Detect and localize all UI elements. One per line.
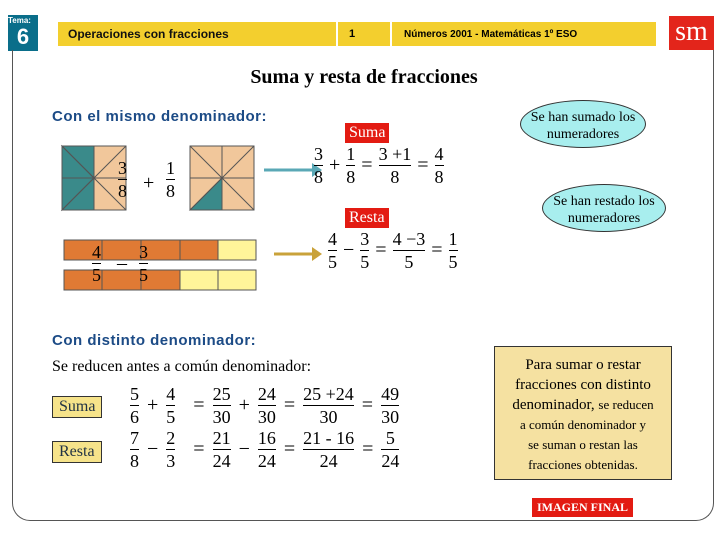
denominator: 8 xyxy=(314,167,323,187)
suma-equation xyxy=(314,144,444,187)
minus-sign: − xyxy=(343,239,355,261)
plus-sign: + xyxy=(147,394,159,416)
square-fraction-b xyxy=(166,158,175,201)
equals-sign: = xyxy=(417,154,429,176)
numerator: 7 xyxy=(130,428,139,448)
fraction xyxy=(130,428,139,471)
fraction xyxy=(213,384,231,427)
info-box xyxy=(494,346,672,480)
equals-sign: = xyxy=(375,239,387,261)
numerator: 5 xyxy=(385,428,395,448)
squares-illustration xyxy=(60,144,260,212)
intro-text: Se reducen antes a común denominador: xyxy=(52,358,312,375)
resta-equation xyxy=(328,229,458,272)
numerator: 4 xyxy=(434,144,444,164)
page-number: 1 xyxy=(349,28,356,40)
equals-sign: = xyxy=(193,438,205,460)
title-separator xyxy=(390,22,392,46)
fraction xyxy=(166,428,175,471)
denominator: 5 xyxy=(360,252,370,272)
equals-sign: = xyxy=(361,154,373,176)
numerator: 4 xyxy=(92,242,101,262)
numerator: 4 xyxy=(328,229,337,249)
fraction xyxy=(435,144,444,187)
denominator: 24 xyxy=(257,451,276,471)
info-line: Para sumar o restar xyxy=(525,357,641,373)
numerator: 21 - 16 xyxy=(303,428,355,448)
denominator: 30 xyxy=(257,407,276,427)
numerator: 21 xyxy=(212,428,231,448)
numerator: 3 xyxy=(360,229,370,249)
denominator: 8 xyxy=(118,181,127,201)
numerator: 1 xyxy=(448,229,458,249)
info-line xyxy=(495,395,671,415)
denominator: 30 xyxy=(319,407,338,427)
fraction xyxy=(328,229,337,272)
plus-sign: + xyxy=(143,172,155,194)
numerator: 16 xyxy=(257,428,276,448)
resta-equation-2 xyxy=(130,428,399,471)
minus-sign: – xyxy=(117,252,127,274)
denominator: 5 xyxy=(92,265,101,285)
fraction xyxy=(314,144,323,187)
title-separator xyxy=(336,22,338,46)
minus-sign: − xyxy=(147,438,159,460)
equals-sign: = xyxy=(193,394,205,416)
final-image-button[interactable]: IMAGEN FINAL xyxy=(532,498,633,517)
equals-sign: = xyxy=(283,438,296,460)
plus-sign: + xyxy=(238,394,250,416)
denominator: 5 xyxy=(448,252,458,272)
info-line: fracciones obtenidas. xyxy=(528,457,638,472)
denominator: 5 xyxy=(404,252,414,272)
fraction xyxy=(346,144,355,187)
resta-label-2: Resta xyxy=(52,441,102,463)
numerator: 1 xyxy=(346,144,356,164)
denominator: 6 xyxy=(130,407,139,427)
numerator: 1 xyxy=(166,158,175,178)
numerator: 3 xyxy=(314,144,323,164)
denominator: 3 xyxy=(166,451,176,471)
plus-sign: + xyxy=(329,154,341,176)
info-line: fracciones con distinto xyxy=(515,377,651,393)
equals-sign: = xyxy=(431,239,443,261)
suma-label-2: Suma xyxy=(52,396,102,418)
bar-fraction-b xyxy=(139,242,148,285)
info-text: se reducen xyxy=(598,397,654,412)
denominator: 30 xyxy=(381,407,400,427)
denominator: 24 xyxy=(381,451,400,471)
info-line: a común denominador y xyxy=(520,417,646,432)
equals-sign: = xyxy=(361,394,374,416)
fraction xyxy=(303,428,354,471)
fraction xyxy=(449,229,458,272)
tema-label: Tema: xyxy=(8,16,31,25)
heading-different-denominator: Con distinto denominador: xyxy=(52,332,257,349)
suma-label: Suma xyxy=(345,123,389,143)
fraction xyxy=(379,144,412,187)
denominator: 30 xyxy=(212,407,231,427)
sm-logo: sm xyxy=(669,16,714,50)
suma-equation-2 xyxy=(130,384,399,427)
numerator: 49 xyxy=(381,384,400,404)
page-title: Suma y resta de fracciones xyxy=(250,66,478,88)
numerator: 25 +24 xyxy=(303,384,354,404)
bar-fraction-a xyxy=(92,242,101,285)
fraction xyxy=(258,428,276,471)
minus-sign: − xyxy=(238,438,250,460)
denominator: 8 xyxy=(130,451,139,471)
info-text: denominador, xyxy=(512,397,595,413)
denominator: 5 xyxy=(166,407,176,427)
square-fraction-a xyxy=(118,158,127,201)
denominator: 8 xyxy=(390,167,400,187)
numerator: 3 xyxy=(118,158,127,178)
fraction xyxy=(381,428,399,471)
fraction xyxy=(360,229,369,272)
arrows xyxy=(262,158,322,268)
denominator: 8 xyxy=(346,167,356,187)
numerator: 2 xyxy=(166,428,176,448)
resta-label: Resta xyxy=(345,208,389,228)
fraction xyxy=(303,384,354,427)
denominator: 24 xyxy=(212,451,231,471)
numerator: 3 xyxy=(139,242,148,262)
numerator: 4 xyxy=(166,384,176,404)
numerator: 5 xyxy=(130,384,139,404)
numerator: 3 +1 xyxy=(378,144,412,164)
fraction xyxy=(166,384,175,427)
fraction xyxy=(393,229,426,272)
numerator: 4 −3 xyxy=(392,229,426,249)
numerator: 25 xyxy=(212,384,231,404)
denominator: 5 xyxy=(328,252,337,272)
info-line: se suman o restan las xyxy=(528,437,638,452)
bubble-suma: Se han sumado los numeradores xyxy=(520,100,646,148)
fraction xyxy=(258,384,276,427)
numerator: 24 xyxy=(257,384,276,404)
denominator: 8 xyxy=(166,181,175,201)
denominator: 8 xyxy=(434,167,444,187)
bubble-resta: Se han restado los numeradores xyxy=(542,184,666,232)
fraction xyxy=(130,384,139,427)
denominator: 5 xyxy=(139,265,148,285)
tema-number: 6 xyxy=(16,24,30,49)
heading-same-denominator: Con el mismo denominador: xyxy=(52,108,268,125)
equals-sign: = xyxy=(283,394,296,416)
book-title: Números 2001 - Matemáticas 1º ESO xyxy=(404,29,578,40)
denominator: 24 xyxy=(319,451,338,471)
topic-title: Operaciones con fracciones xyxy=(68,27,229,41)
fraction xyxy=(213,428,231,471)
equals-sign: = xyxy=(362,438,374,460)
fraction xyxy=(381,384,399,427)
